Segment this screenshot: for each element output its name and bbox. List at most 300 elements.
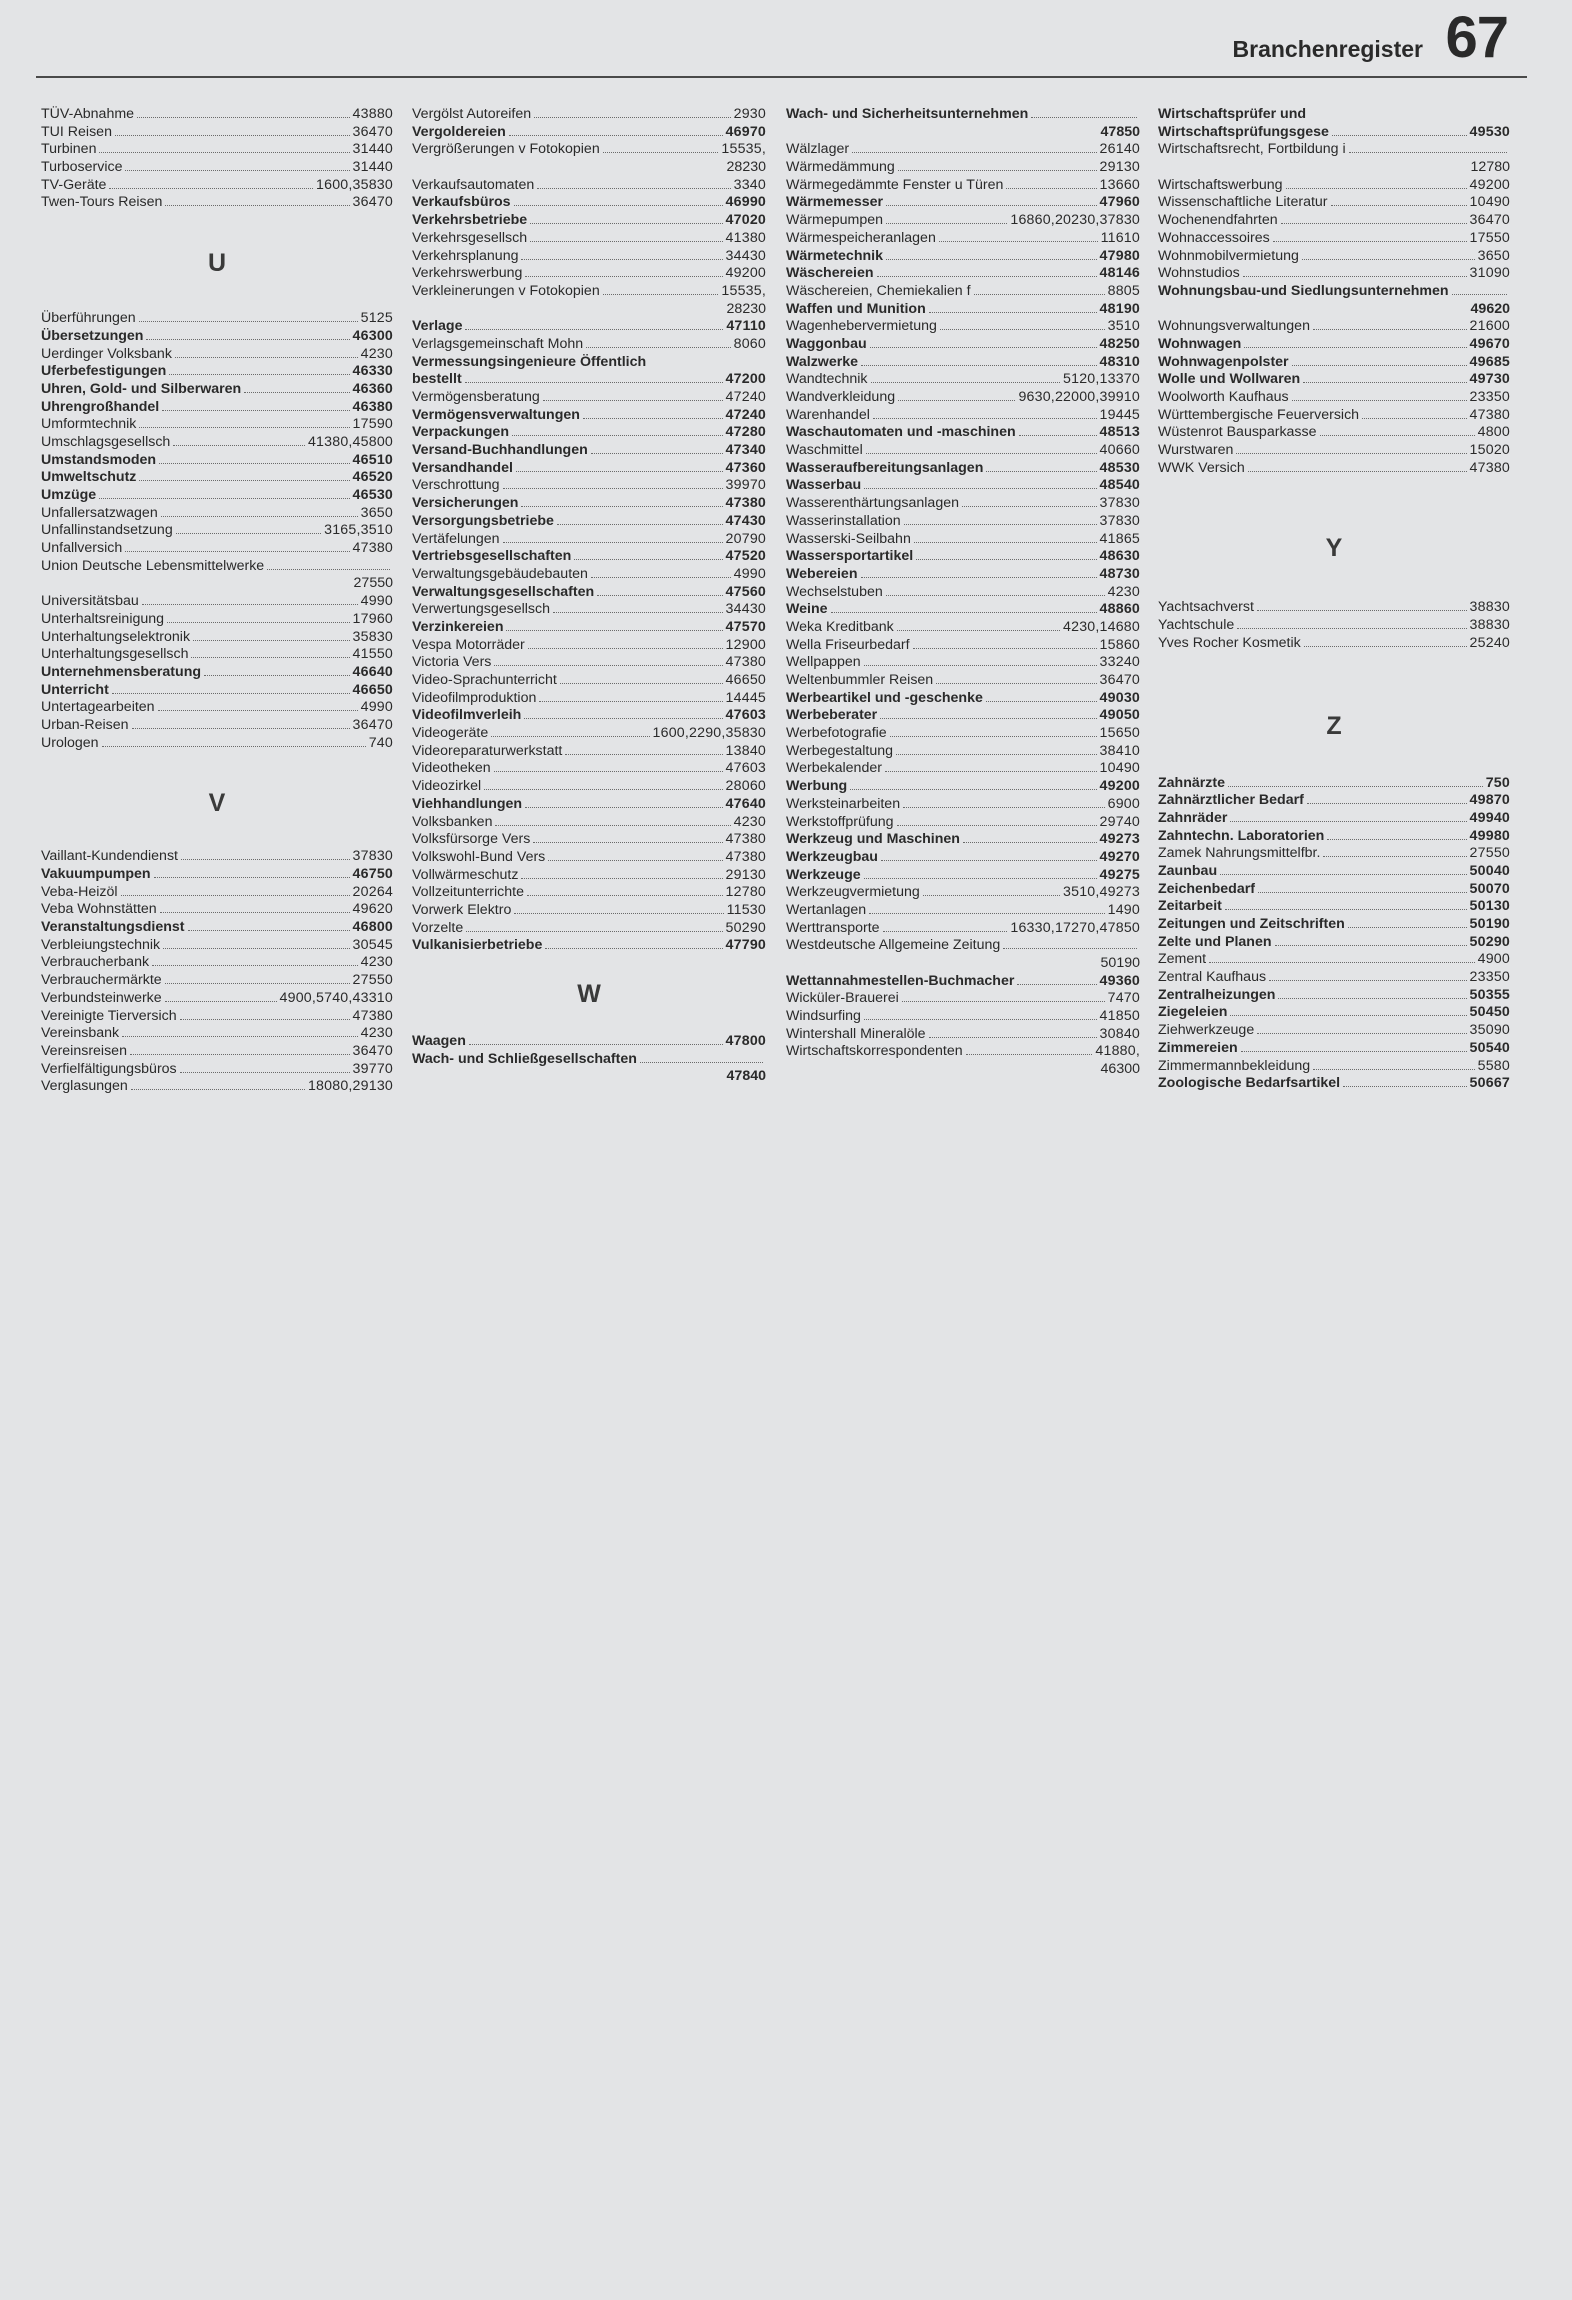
entry-number: 16330,17270,47850	[1010, 919, 1140, 936]
index-entry	[1158, 265, 1510, 283]
entry-name: Zelte und Planen	[1158, 933, 1272, 950]
entry-name: Werkstoffprüfung	[786, 813, 894, 830]
entry-number: 47603	[725, 707, 766, 724]
entry-number: 12780	[725, 884, 766, 901]
entry-name: Vereinsreisen	[41, 1042, 127, 1059]
dot-leader	[512, 425, 723, 436]
entry-number: 11610	[1100, 229, 1140, 246]
dot-leader	[516, 461, 723, 472]
index-entry	[412, 584, 766, 602]
entry-number: 49273	[1099, 831, 1140, 848]
dot-leader	[864, 478, 1096, 489]
index-entry	[786, 637, 1140, 655]
entry-number: 47380	[1469, 406, 1510, 423]
entry-name: Unfallversich	[41, 540, 123, 557]
entry-name: Verlage	[412, 318, 463, 335]
index-entry	[41, 505, 393, 523]
dot-leader	[936, 673, 1096, 684]
section-letter: U	[207, 249, 227, 278]
section-letter: V	[208, 789, 226, 818]
dot-leader	[1331, 195, 1467, 206]
entry-name: Wasseraufbereitungsanlagen	[786, 459, 984, 476]
dot-leader	[974, 284, 1105, 295]
dot-leader	[146, 329, 349, 340]
index-entry	[1158, 810, 1510, 828]
entry-name: Weka Kreditbank	[786, 618, 894, 635]
entry-name: Zeichenbedarf	[1158, 880, 1255, 897]
entry-name: Zement	[1158, 951, 1207, 968]
entry-name: Verzinkereien	[412, 618, 504, 635]
entry-name: Vermögensverwaltungen	[412, 406, 580, 423]
index-entry	[786, 920, 1140, 938]
index-entry	[786, 672, 1140, 690]
entry-number: 50070	[1469, 880, 1510, 897]
entry-name: Vollwärmeschutz	[412, 866, 519, 883]
index-entry	[41, 177, 393, 195]
entry-name: Unterricht	[41, 681, 109, 698]
entry-number: 48310	[1099, 353, 1140, 370]
index-entry	[1158, 336, 1510, 354]
entry-number-continued: 28230	[726, 159, 766, 176]
index-entry	[412, 690, 766, 708]
entry-number: 47340	[725, 442, 766, 459]
index-entry	[786, 849, 1140, 867]
dot-leader	[1236, 443, 1466, 454]
page-title: Branchenregister	[1232, 36, 1423, 62]
dot-leader	[1320, 425, 1475, 436]
entry-number: 15535,	[721, 141, 766, 158]
dot-leader	[852, 142, 1096, 153]
entry-name: Wagenhebervermietung	[786, 318, 937, 335]
entry-number: 6900	[1107, 795, 1140, 812]
dot-leader	[125, 160, 349, 171]
entry-number: 49200	[1469, 176, 1510, 193]
dot-leader	[929, 1027, 1097, 1038]
entry-name: Vorwerk Elektro	[412, 901, 512, 918]
entry-name: Überführungen	[41, 310, 136, 327]
entry-name: Wasserinstallation	[786, 512, 901, 529]
entry-number: 48250	[1099, 335, 1140, 352]
entry-number: 740	[368, 734, 393, 751]
entry-number: 48146	[1099, 265, 1140, 282]
entry-number: 49200	[725, 265, 766, 282]
entry-name: Veba Wohnstätten	[41, 901, 157, 918]
entry-name: Vorzelte	[412, 919, 464, 936]
dot-leader	[503, 532, 723, 543]
index-entry	[412, 920, 766, 938]
entry-number: 41380,45800	[307, 433, 393, 450]
dot-leader	[864, 655, 1097, 666]
entry-name: Vermögensberatung	[412, 389, 540, 405]
index-entry	[412, 1051, 766, 1069]
dot-leader	[1237, 618, 1466, 629]
index-entry	[1158, 987, 1510, 1005]
dot-leader	[267, 559, 390, 570]
entry-number: 48530	[1099, 459, 1140, 476]
index-entry	[412, 902, 766, 920]
entry-name: Volksbanken	[412, 813, 493, 830]
entry-name: Wellpappen	[786, 654, 861, 671]
entry-name: Windsurfing	[786, 1008, 861, 1025]
dot-leader	[1017, 974, 1096, 985]
entry-name: Volksfürsorge Vers	[412, 831, 531, 848]
entry-name: Werkzeuge	[786, 866, 861, 883]
entry-name: Zaunbau	[1158, 862, 1218, 879]
dot-leader	[181, 849, 350, 860]
dot-leader	[158, 700, 358, 711]
entry-number: 47240	[725, 389, 766, 405]
entry-number: 19445	[1099, 406, 1140, 423]
entry-number: 37830	[1099, 495, 1140, 512]
entry-number: 2930	[733, 106, 766, 122]
entry-name: Wasserenthärtungsanlagen	[786, 495, 959, 512]
index-entry	[412, 937, 766, 955]
dot-leader	[886, 585, 1105, 596]
entry-name: Videogeräte	[412, 725, 489, 742]
entry-number: 4990	[360, 593, 393, 610]
dot-leader	[175, 347, 358, 358]
entry-number: 3340	[733, 176, 766, 193]
entry-number: 10490	[1469, 194, 1510, 211]
dot-leader	[244, 382, 349, 393]
entry-number: 49275	[1099, 866, 1140, 883]
entry-number: 40660	[1099, 442, 1140, 459]
index-entry	[412, 743, 766, 761]
index-entry	[786, 707, 1140, 725]
index-entry	[41, 452, 393, 470]
index-column-3	[786, 106, 1140, 1079]
entry-number: 49030	[1099, 689, 1140, 706]
entry-number: 46510	[352, 451, 393, 468]
index-entry	[41, 1008, 393, 1026]
dot-leader	[530, 213, 722, 224]
entry-name: Wohnaccessoires	[1158, 229, 1270, 246]
dot-leader	[139, 417, 349, 428]
dot-leader	[873, 408, 1097, 419]
dot-leader	[586, 337, 730, 348]
index-entry	[786, 1008, 1140, 1026]
entry-number: 23350	[1469, 969, 1510, 986]
entry-number: 50190	[1469, 916, 1510, 932]
entry-name: Untertagearbeiten	[41, 699, 155, 716]
index-entry	[412, 389, 766, 407]
entry-name: Waschmittel	[786, 442, 863, 459]
dot-leader	[545, 938, 722, 949]
entry-name: Württembergische Feuerversich	[1158, 406, 1360, 423]
index-entry	[412, 407, 766, 425]
entry-name: Wirtschaftswerbung	[1158, 176, 1283, 193]
entry-number: 47360	[725, 459, 766, 476]
dot-leader	[165, 991, 277, 1002]
entry-name: Waschautomaten und -maschinen	[786, 424, 1016, 441]
entry-number: 4900,5740,43310	[279, 989, 393, 1006]
dot-leader	[886, 195, 1097, 206]
index-entry	[1158, 635, 1510, 653]
entry-name: Vergrößerungen v Fotokopien	[412, 141, 600, 158]
index-entry	[786, 442, 1140, 460]
entry-name: Vereinigte Tierversich	[41, 1007, 177, 1024]
entry-number: 27550	[1469, 845, 1510, 862]
dot-leader	[1019, 425, 1097, 436]
dot-leader	[583, 408, 723, 419]
entry-name: Zahnräder	[1158, 809, 1228, 826]
index-entry	[412, 619, 766, 637]
entry-number: 47640	[725, 795, 766, 812]
index-entry	[1158, 934, 1510, 952]
index-entry	[786, 301, 1140, 319]
entry-number: 3510,49273	[1063, 884, 1140, 901]
entry-name: Werbeberater	[786, 707, 878, 724]
entry-number: 33240	[1099, 654, 1140, 671]
dot-leader	[1258, 882, 1467, 893]
index-entry	[786, 477, 1140, 495]
dot-leader	[1332, 125, 1467, 136]
entry-name: Yves Rocher Kosmetik	[1158, 634, 1301, 651]
index-entry	[412, 141, 766, 159]
entry-name: Wärmedämmung	[786, 159, 895, 176]
dot-leader	[176, 523, 321, 534]
entry-number: 49620	[352, 901, 393, 918]
index-entry	[1158, 371, 1510, 389]
entry-number: 31090	[1469, 265, 1510, 282]
index-entry	[786, 654, 1140, 672]
index-entry	[412, 212, 766, 230]
dot-leader	[591, 567, 731, 578]
entry-number-continued: 12780	[1470, 159, 1510, 176]
index-entry	[41, 1061, 393, 1079]
entry-name: Werksteinarbeiten	[786, 795, 901, 812]
dot-leader	[494, 655, 722, 666]
entry-number: 47570	[725, 618, 766, 635]
entry-name: Wäschereien	[786, 265, 874, 282]
entry-number: 1490	[1107, 901, 1140, 918]
entry-name: Vespa Motorräder	[412, 636, 525, 653]
entry-number: 36470	[352, 1042, 393, 1059]
entry-number: 18080,29130	[307, 1078, 393, 1095]
dot-leader	[533, 832, 722, 843]
index-entry	[1158, 124, 1510, 142]
entry-name: Yachtsachverst	[1158, 599, 1254, 616]
index-entry	[786, 283, 1140, 301]
dot-leader	[940, 319, 1105, 330]
entry-name: Wicküler-Brauerei	[786, 990, 899, 1007]
index-entry	[1158, 1075, 1510, 1093]
entry-name: Vergölst Autoreifen	[412, 106, 532, 122]
index-entry	[412, 566, 766, 584]
index-entry	[41, 919, 393, 937]
index-entry	[786, 354, 1140, 372]
entry-name: Vertäfelungen	[412, 530, 500, 547]
entry-number: 29740	[1099, 813, 1140, 830]
entry-name: Waffen und Munition	[786, 300, 926, 317]
dot-leader	[890, 726, 1097, 737]
entry-number: 50540	[1469, 1039, 1510, 1056]
entry-number: 30840	[1099, 1025, 1140, 1042]
dot-leader	[534, 107, 731, 118]
index-entry	[786, 212, 1140, 230]
index-entry	[412, 318, 766, 336]
entry-name: Umschlagsgesellsch	[41, 433, 171, 450]
entry-number: 50290	[725, 919, 766, 936]
entry-name: Viehhandlungen	[412, 795, 523, 812]
entry-number: 48630	[1099, 548, 1140, 565]
index-entry	[786, 1026, 1140, 1044]
index-entry	[786, 778, 1140, 796]
entry-number: 50450	[1469, 1004, 1510, 1021]
dot-leader	[152, 955, 358, 966]
dot-leader	[530, 231, 722, 242]
entry-number: 41550	[352, 646, 393, 663]
entry-number: 49200	[1099, 778, 1140, 795]
dot-leader	[125, 541, 349, 552]
entry-name: TUI Reisen	[41, 123, 112, 140]
entry-name: Wirtschaftskorrespondenten	[786, 1043, 963, 1060]
dot-leader	[521, 496, 722, 507]
entry-name: Volkswohl-Bund Vers	[412, 848, 546, 865]
entry-name: TV-Geräte	[41, 176, 107, 193]
dot-leader	[885, 761, 1097, 772]
index-entry	[1158, 194, 1510, 212]
entry-number: 4900	[1477, 951, 1510, 968]
index-entry	[1158, 599, 1510, 617]
entry-name: Verbundsteinwerke	[41, 989, 162, 1006]
index-entry	[41, 1025, 393, 1043]
index-entry	[786, 973, 1140, 991]
entry-number: 4230	[360, 345, 393, 362]
entry-number: 15860	[1099, 636, 1140, 653]
dot-leader	[553, 602, 723, 613]
entry-number: 46970	[725, 123, 766, 140]
entry-name: Wintershall Mineralöle	[786, 1025, 926, 1042]
index-entry	[786, 814, 1140, 832]
entry-number: 13840	[725, 742, 766, 759]
index-entry	[1158, 916, 1510, 934]
index-entry	[1158, 1022, 1510, 1040]
dot-leader	[897, 620, 1060, 631]
dot-leader	[866, 443, 1097, 454]
index-entry	[1158, 1058, 1510, 1076]
index-entry	[786, 371, 1140, 389]
dot-leader	[465, 319, 723, 330]
dot-leader	[469, 1034, 723, 1045]
entry-name: Wäschereien, Chemiekalien f	[786, 282, 971, 299]
dot-leader	[527, 885, 723, 896]
entry-name: Wirtschaftsprüfungsgese	[1158, 123, 1329, 140]
index-entry	[412, 531, 766, 549]
entry-number: 4230	[1107, 583, 1140, 600]
entry-name: Walzwerke	[786, 353, 859, 370]
index-entry	[786, 743, 1140, 761]
dot-leader	[514, 903, 723, 914]
dot-leader	[1225, 899, 1467, 910]
entry-number: 17590	[352, 416, 393, 433]
dot-leader	[167, 612, 350, 623]
entry-name: Wasserbau	[786, 477, 862, 494]
entry-name: Wochenendfahrten	[1158, 212, 1278, 229]
entry-name: Umweltschutz	[41, 469, 137, 486]
dot-leader	[169, 364, 349, 375]
entry-name: Verkaufsautomaten	[412, 176, 535, 193]
dot-leader	[121, 885, 350, 896]
entry-number: 49270	[1099, 848, 1140, 865]
index-column-2	[412, 106, 766, 1086]
dot-leader	[503, 478, 723, 489]
index-entry	[412, 725, 766, 743]
dot-leader	[1302, 249, 1475, 260]
entry-number: 37830	[1099, 512, 1140, 529]
index-entry	[786, 230, 1140, 248]
entry-number: 3650	[360, 504, 393, 521]
dot-leader	[484, 779, 722, 790]
index-entry	[1158, 354, 1510, 372]
dot-leader	[1307, 793, 1467, 804]
index-entry	[786, 566, 1140, 584]
entry-name: Werbefotografie	[786, 725, 887, 742]
index-entry	[412, 513, 766, 531]
index-entry	[412, 495, 766, 513]
entry-name: Versorgungsbetriebe	[412, 512, 554, 529]
entry-number: 30545	[352, 936, 393, 953]
entry-name: Wettannahmestellen-Buchmacher	[786, 972, 1015, 989]
index-entry	[786, 584, 1140, 602]
entry-number: 46750	[352, 866, 393, 882]
entry-number: 21600	[1469, 318, 1510, 335]
entry-name: Wohnungsverwaltungen	[1158, 318, 1310, 335]
entry-number: 11530	[726, 901, 766, 918]
entry-name: Verwaltungsgebäudebauten	[412, 565, 588, 582]
index-entry	[786, 990, 1140, 1008]
entry-name: Zeitarbeit	[1158, 898, 1222, 915]
entry-number: 34430	[725, 601, 766, 618]
index-entry	[786, 601, 1140, 619]
entry-number: 47960	[1099, 194, 1140, 211]
index-entry	[1158, 248, 1510, 266]
entry-number: 15650	[1099, 725, 1140, 742]
entry-number: 38410	[1099, 742, 1140, 759]
dot-leader	[850, 779, 1096, 790]
entry-number: 5120,13370	[1063, 371, 1140, 388]
dot-leader	[162, 400, 349, 411]
dot-leader	[131, 1079, 305, 1090]
dot-leader	[1343, 1076, 1466, 1087]
dot-leader	[112, 683, 350, 694]
entry-number: 4230,14680	[1063, 618, 1140, 635]
entry-number: 26140	[1099, 141, 1140, 158]
page-header	[0, 0, 1572, 80]
index-entry	[41, 328, 393, 346]
entry-name: Yachtschule	[1158, 617, 1235, 634]
index-entry	[412, 248, 766, 266]
entry-number: 46800	[352, 919, 393, 936]
index-entry	[41, 972, 393, 990]
entry-number: 41880,	[1095, 1043, 1140, 1060]
index-entry	[1158, 1004, 1510, 1022]
dot-leader	[574, 549, 722, 560]
dot-leader	[877, 266, 1097, 277]
entry-number: 29130	[1099, 159, 1140, 176]
entry-name: Twen-Tours Reisen	[41, 194, 163, 211]
entry-name: Weine	[786, 601, 828, 618]
dot-leader	[1362, 408, 1466, 419]
dot-leader	[173, 435, 305, 446]
index-entry	[41, 399, 393, 417]
dot-leader	[861, 355, 1097, 366]
entry-name: Vergoldereien	[412, 123, 506, 140]
entry-number: 48513	[1099, 424, 1140, 441]
dot-leader	[963, 832, 1097, 843]
index-entry	[1158, 177, 1510, 195]
entry-number: 47380	[352, 540, 393, 557]
